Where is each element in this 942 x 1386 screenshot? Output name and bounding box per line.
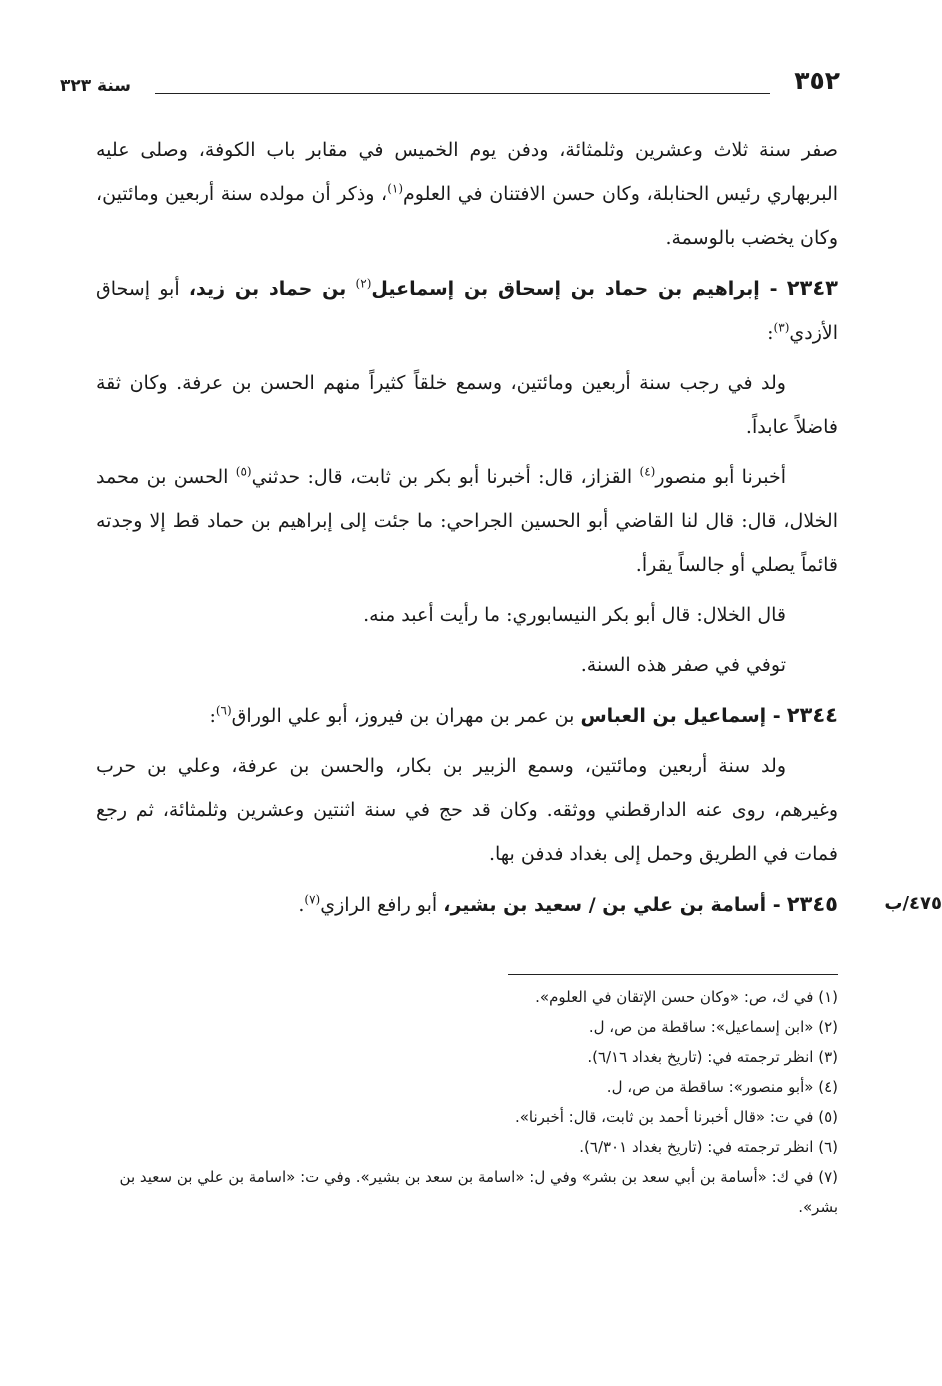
entry-name-cont: بن حماد بن زيد،	[188, 278, 347, 300]
running-title: سنة ٣٢٣	[60, 76, 132, 96]
footnote-5: (٥) في ت: «قال أخبرنا أحمد بن ثابت، قال: أخبرنا».	[514, 1108, 838, 1126]
entry-number: ٢٣٤٥	[786, 892, 838, 916]
entry-number: ٢٣٤٤	[786, 703, 838, 727]
body-text	[96, 128, 942, 933]
paragraph-continuation: صفر سنة ثلاث وعشرين وثلمثائة، ودفن يوم الخميس في مقابر باب الكوفة، وصلى عليه البربهاري رئيس الحنابلة، وكان حسن الافتنان في العلوم$^{(١)}$، وذكر أن مولده سنة أربعين ومائتين، وكان يخضب بالوسمة.	[96, 139, 838, 249]
entry-name: - أسامة بن علي بن / سعيد بن بشير،	[443, 894, 781, 916]
footnote-6: (٦) انظر ترجمته في: (تاريخ بغداد ٦/٣٠١).	[579, 1138, 838, 1156]
footnote-separator	[508, 974, 838, 975]
manuscript-folio-ref: ٤٧٥/ب	[884, 893, 942, 914]
footnote-4: (٤) «أبو منصور»: ساقطة من ص، ل.	[606, 1078, 838, 1096]
entry-kunya: أبو رافع الرازي	[320, 894, 438, 916]
footnote-7: (٧) في ك: «أسامة بن أبي سعد بن بشر» وفي ل: «اسامة بن سعد بن بشير». وفي ت: «اسامة بن علي بن سعيد بن بشر».	[119, 1168, 838, 1216]
footnote-ref: (٣)	[773, 320, 790, 335]
paragraph-isnad: أخبرنا أبو منصور$^{(٤)}$ القزاز، قال: أخبرنا أبو بكر بن ثابت، قال: حدثني$^{(٥)}$ الحسن بن محمد الخلال، قال: قال لنا القاضي أبو الحسين الجراحي: ما جئت إلى إبراهيم بن حماد قط إلا وجدته قائماً يصلي أو جالساً يقرأ.	[96, 464, 838, 576]
footnote-ref: (٦)	[215, 703, 232, 718]
paragraph-birth: ولد في رجب سنة أربعين ومائتين، وسمع خلقاً كثيراً منهم الحسن بن عرفة. وكان ثقة فاضلاً عابداً.	[96, 372, 838, 438]
footnote-2: (٢) «ابن إسماعيل»: ساقطة من ص، ل.	[588, 1018, 838, 1036]
paragraph-biography: ولد سنة أربعين ومائتين، وسمع الزبير بن بكار، والحسن بن عرفة، وعلي بن حرب وغيرهم، روى عنه الدارقطني ووثقه. وكان قد حج في سنة اثنتين وعشرين وثلمثائة، ثم رجع فمات في الطريق وحمل إلى بغداد فدفن بها.	[96, 755, 838, 865]
footnotes	[96, 982, 838, 1222]
entry-lineage: بن عمر بن مهران بن فيروز، أبو علي الوراق	[231, 705, 575, 727]
entry-number: ٢٣٤٣	[786, 276, 838, 300]
footnote-ref: (٤)	[639, 464, 656, 479]
entry-name: - إسماعيل بن العباس	[580, 705, 781, 727]
page-number: ٣٥٢	[794, 66, 840, 95]
paragraph-quote: قال الخلال: قال أبو بكر النيسابوري: ما رأيت أعبد منه.	[363, 604, 786, 626]
footnote-ref: (٥)	[235, 464, 252, 479]
entry-kunya: أبو إسحاق الأزدي	[96, 278, 838, 344]
running-header	[60, 66, 840, 106]
footnote-ref: (٢)	[355, 276, 372, 291]
paragraph-death: توفي في صفر هذه السنة.	[580, 654, 786, 676]
footnote-3: (٣) انظر ترجمته في: (تاريخ بغداد ٦/١٦).	[587, 1048, 838, 1066]
entry-2345-heading: ٤٧٥/ب ٢٣٤٥ - أسامة بن علي بن / سعيد بن بشير، أبو رافع الرازي$^{(٧)}$.	[96, 882, 838, 927]
entry-2344-heading: ٢٣٤٤ - إسماعيل بن العباس بن عمر بن مهران بن فيروز، أبو علي الوراق$^{(٦)}$:	[209, 703, 838, 727]
entry-2343-heading: ٢٣٤٣ - إبراهيم بن حماد بن إسحاق بن إسماعيل$^{(٢)}$ بن حماد بن زيد، أبو إسحاق الأزدي$^{(٣)}$:	[96, 276, 838, 344]
footnote-ref: (١)	[387, 181, 404, 196]
entry-name: - إبراهيم بن حماد بن إسحاق بن إسماعيل	[371, 278, 778, 300]
footnote-ref: (٧)	[304, 892, 321, 907]
footnote-1: (١) في ك، ص: «وكان حسن الإتقان في العلوم».	[535, 988, 838, 1006]
header-rule	[155, 93, 770, 94]
